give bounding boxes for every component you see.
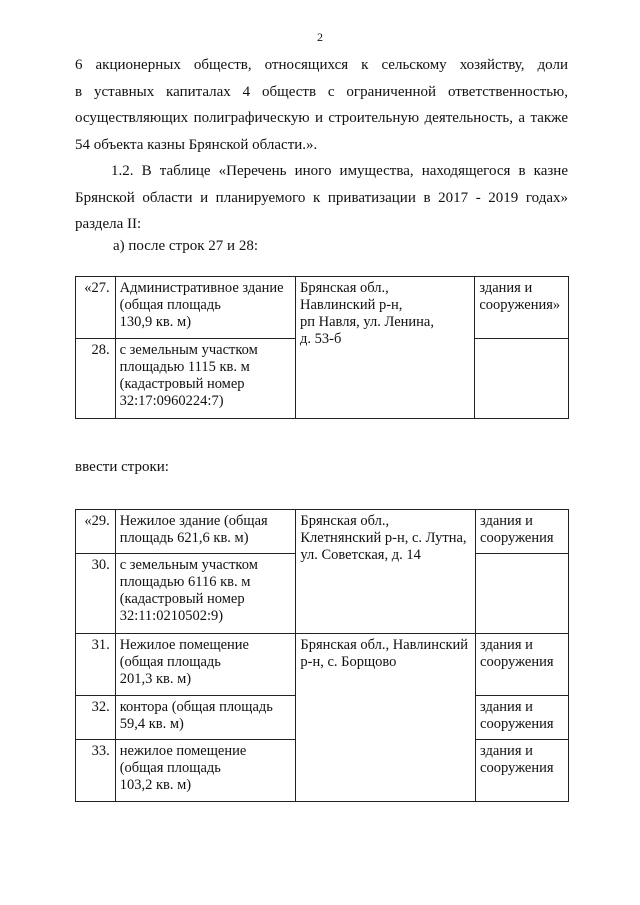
cell-text-line: Навлинский р-н, xyxy=(300,297,403,313)
row-name xyxy=(115,510,296,554)
row-type xyxy=(475,277,569,339)
cell-text-line: здания и xyxy=(480,743,533,759)
cell-text-line: сооружения xyxy=(480,654,554,670)
cell-text-line: площадью 6116 кв. м xyxy=(119,574,251,590)
row-type xyxy=(476,634,569,696)
cell-text-line: Административное здание xyxy=(119,280,284,296)
row-name xyxy=(115,554,296,634)
row-number: 30. xyxy=(76,554,116,634)
cell-text-line: 59,4 кв. м) xyxy=(119,716,184,732)
cell-text-line: контора (общая площадь xyxy=(119,699,273,715)
row-name xyxy=(115,339,295,419)
cell-text-line: Нежилое помещение xyxy=(119,637,249,653)
cell-text-line: ул. Советская, д. 14 xyxy=(300,547,421,563)
cell-text-line: (общая площадь xyxy=(119,297,221,313)
row-address xyxy=(296,277,475,419)
cell-text-line: площадью 1115 кв. м xyxy=(119,359,250,375)
row-type xyxy=(476,696,569,740)
section-paragraph xyxy=(75,158,568,238)
row-address xyxy=(296,634,476,802)
cell-text-line: д. 53-б xyxy=(300,331,342,347)
cell-text-line: сооружения» xyxy=(479,297,561,313)
row-type xyxy=(476,740,569,802)
row-name xyxy=(115,740,296,802)
cell-text-line: (кадастровый номер xyxy=(119,591,245,607)
row-address xyxy=(296,510,476,634)
cell-text-line: 103,2 кв. м) xyxy=(119,777,192,793)
cell-text-line: (общая площадь xyxy=(119,654,221,670)
cell-text-line: Нежилое здание (общая xyxy=(119,513,268,529)
cell-text-line: (общая площадь xyxy=(119,760,221,776)
cell-text-line: здания и xyxy=(480,637,533,653)
table-row xyxy=(76,277,569,339)
cell-text-line: 32:17:0960224:7) xyxy=(119,393,224,409)
cell-text-line: сооружения xyxy=(480,530,554,546)
cell-text-line: нежилое помещение xyxy=(119,743,247,759)
cell-text-line: сооружения xyxy=(480,760,554,776)
cell-text-line: 32:11:0210502:9) xyxy=(119,608,224,624)
table-row xyxy=(76,634,569,696)
cell-text-line: сооружения xyxy=(480,716,554,732)
cell-text-line: здания и xyxy=(479,280,533,296)
row-type xyxy=(475,339,569,419)
intro-line: осуществляющих полиграфическую и строительную деятельность, а также xyxy=(75,110,568,126)
cell-text-line: с земельным участком xyxy=(119,342,258,358)
table-row xyxy=(76,510,569,554)
section-line: Брянской области и планируемого к приватизации в 2017 - 2019 годах» xyxy=(75,189,568,206)
intro-line: 6 акционерных обществ, относящихся к сельскому хозяйству, доли xyxy=(75,57,568,73)
row-name xyxy=(115,277,295,339)
row-name xyxy=(115,634,296,696)
intro-paragraph xyxy=(75,52,568,158)
row-number: «27. xyxy=(76,277,116,339)
table-new-rows xyxy=(75,509,569,802)
row-name xyxy=(115,696,296,740)
cell-text-line: Брянская обл., xyxy=(300,513,390,529)
insert-label: ввести строки: xyxy=(75,459,169,475)
subpoint-a: а) после строк 27 и 28: xyxy=(113,238,258,254)
cell-text-line: Клетнянский р-н, с. Лутна, xyxy=(300,530,467,546)
row-number: 28. xyxy=(76,339,116,419)
intro-line: 54 объекта казны Брянской области.». xyxy=(75,136,318,153)
intro-line: в уставных капиталах 4 обществ с ограниченной ответственностью, xyxy=(75,83,568,100)
cell-text-line: здания и xyxy=(480,699,533,715)
cell-text-line: р-н, с. Борщово xyxy=(300,654,397,670)
section-line: раздела II: xyxy=(75,216,142,232)
cell-text-line: Брянская обл., Навлинский xyxy=(300,637,469,653)
row-number: «29. xyxy=(76,510,116,554)
row-type xyxy=(476,510,569,554)
row-number: 33. xyxy=(76,740,116,802)
section-line: 1.2. В таблице «Перечень иного имущества, находящегося в казне xyxy=(111,163,568,179)
page-number: 2 xyxy=(317,30,323,44)
cell-text-line: рп Навля, ул. Ленина, xyxy=(300,314,434,330)
row-number: 31. xyxy=(76,634,116,696)
cell-text-line: площадь 621,6 кв. м) xyxy=(119,530,249,546)
row-number: 32. xyxy=(76,696,116,740)
cell-text-line: 201,3 кв. м) xyxy=(119,671,192,687)
cell-text-line: (кадастровый номер xyxy=(119,376,245,392)
cell-text-line: с земельным участком xyxy=(119,557,258,573)
cell-text-line: здания и xyxy=(480,513,533,529)
cell-text-line: Брянская обл., xyxy=(300,280,389,296)
cell-text-line: 130,9 кв. м) xyxy=(119,314,192,330)
row-type xyxy=(476,554,569,634)
table-existing-rows xyxy=(75,276,569,419)
